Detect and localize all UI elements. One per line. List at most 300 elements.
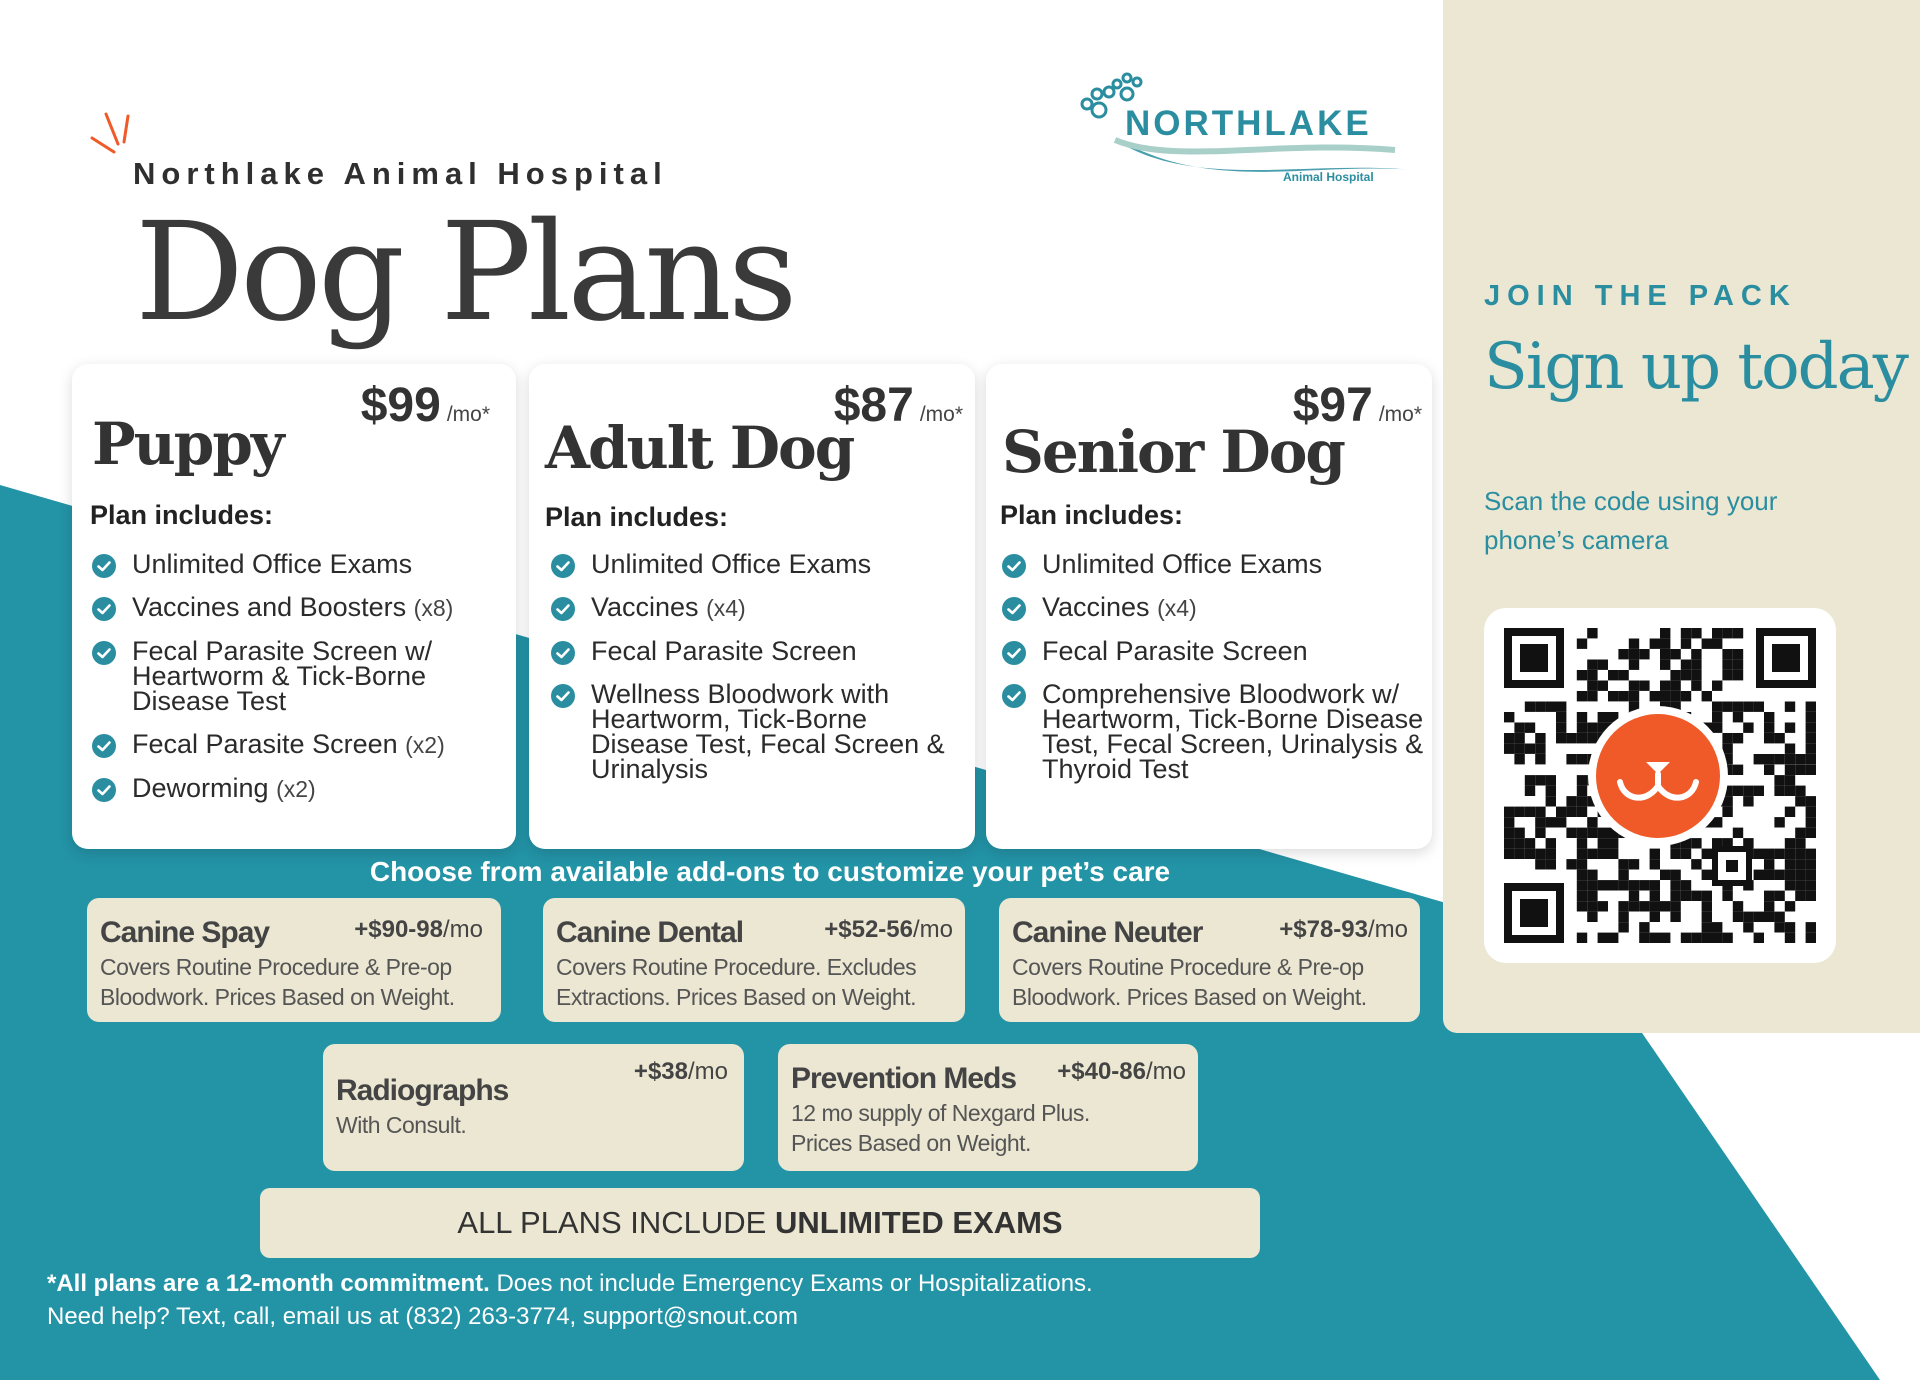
qr-module	[1785, 786, 1795, 796]
qr-module	[1546, 796, 1556, 806]
qr-module	[1764, 712, 1774, 722]
qr-module	[1514, 849, 1524, 859]
qr-module	[1587, 901, 1597, 911]
plan-card-senior-dog	[986, 364, 1432, 849]
qr-module	[1608, 880, 1618, 890]
addon-canine-spay	[87, 898, 501, 1022]
qr-module	[1577, 691, 1587, 701]
feature-item	[92, 636, 502, 716]
qr-module	[1691, 649, 1701, 659]
qr-module	[1806, 859, 1816, 869]
qr-module	[1754, 702, 1764, 712]
qr-module	[1733, 828, 1743, 838]
qr-module	[1806, 744, 1816, 754]
qr-module	[1754, 912, 1764, 922]
qr-module	[1629, 649, 1639, 659]
qr-module	[1806, 891, 1816, 901]
qr-module	[1577, 870, 1587, 880]
qr-module	[1681, 691, 1691, 701]
qr-module	[1702, 922, 1712, 932]
qr-module	[1514, 828, 1524, 838]
plan-includes-label: Plan includes:	[1000, 500, 1184, 530]
check-circle-icon	[551, 641, 575, 665]
qr-module	[1722, 628, 1732, 638]
qr-module	[1712, 933, 1722, 943]
addon-name: Radiographs	[336, 1074, 509, 1107]
qr-module	[1691, 838, 1701, 848]
qr-module	[1774, 754, 1784, 764]
qr-module	[1577, 828, 1587, 838]
check-circle-icon	[92, 597, 116, 621]
qr-module	[1660, 901, 1670, 911]
qr-module	[1629, 660, 1639, 670]
feature-text: Fecal Parasite Screen	[1042, 636, 1308, 666]
check-circle-icon	[92, 554, 116, 578]
qr-module	[1670, 912, 1680, 922]
qr-module	[1670, 681, 1680, 691]
qr-module	[1712, 922, 1722, 932]
qr-module	[1743, 786, 1753, 796]
qr-module	[1670, 891, 1680, 901]
feature-text: Unlimited Office Exams	[591, 549, 872, 579]
qr-module	[1712, 702, 1722, 712]
qr-module	[1785, 838, 1795, 848]
qr-module	[1785, 922, 1795, 932]
qr-module	[1577, 933, 1587, 943]
qr-module	[1650, 691, 1660, 701]
qr-module	[1702, 639, 1712, 649]
feature-item	[551, 636, 969, 666]
qr-module	[1618, 870, 1628, 880]
qr-module	[1587, 670, 1597, 680]
addon-name: Canine Spay	[100, 916, 270, 949]
addon-price	[1057, 1058, 1186, 1086]
qr-module	[1774, 849, 1784, 859]
qr-module	[1566, 859, 1576, 869]
qr-module	[1587, 849, 1597, 859]
qr-module	[1650, 891, 1660, 901]
qr-module	[1587, 691, 1597, 701]
qr-module	[1722, 744, 1732, 754]
qr-module	[1795, 870, 1805, 880]
qr-module	[1712, 681, 1722, 691]
qr-module	[1764, 870, 1774, 880]
qr-module	[1618, 880, 1628, 890]
qr-module	[1629, 691, 1639, 701]
qr-module	[1639, 880, 1649, 890]
qr-module	[1733, 912, 1743, 922]
qr-module	[1546, 702, 1556, 712]
addon-description	[336, 1110, 466, 1140]
qr-module	[1535, 702, 1545, 712]
qr-code-card[interactable]	[1484, 608, 1836, 963]
qr-module	[1681, 628, 1691, 638]
plan-price-unit: /mo*	[919, 403, 963, 426]
qr-module	[1650, 859, 1660, 869]
qr-module	[1566, 807, 1576, 817]
plan-includes-label: Plan includes:	[545, 502, 729, 532]
qr-module	[1535, 807, 1545, 817]
qr-module	[1535, 775, 1545, 785]
qr-module	[1650, 880, 1660, 890]
feature-text: Fecal Parasite Screen	[591, 636, 857, 666]
qr-module	[1660, 639, 1670, 649]
qr-module	[1722, 649, 1732, 659]
qr-module	[1681, 639, 1691, 649]
plan-name: Senior Dog	[1002, 418, 1344, 486]
feature-text: Vaccines	[591, 592, 699, 622]
addon-price-unit: /mo	[1367, 916, 1408, 943]
qr-module	[1525, 744, 1535, 754]
feature-text: Wellness Bloodwork with Heartworm, Tick-Borne Disease Test, Fecal Screen & Urinalysis	[591, 679, 945, 784]
qr-module	[1660, 660, 1670, 670]
qr-module	[1587, 880, 1597, 890]
qr-module	[1514, 744, 1524, 754]
qr-module	[1525, 838, 1535, 848]
qr-module	[1660, 628, 1670, 638]
qr-module	[1733, 765, 1743, 775]
qr-module	[1764, 849, 1774, 859]
qr-module	[1608, 933, 1618, 943]
qr-module	[1577, 838, 1587, 848]
qr-module	[1577, 712, 1587, 722]
addon-desc-line: Prices Based on Weight.	[791, 1130, 1031, 1156]
qr-module	[1722, 733, 1732, 743]
page-title: Dog Plans	[135, 194, 794, 352]
qr-module	[1514, 723, 1524, 733]
qr-module	[1577, 754, 1587, 764]
qr-module	[1650, 901, 1660, 911]
qr-module	[1806, 849, 1816, 859]
qr-module	[1681, 891, 1691, 901]
qr-module	[1618, 912, 1628, 922]
feature-text: Vaccines and Boosters	[132, 592, 407, 622]
qr-code[interactable]	[1504, 628, 1816, 943]
qr-module	[1629, 859, 1639, 869]
qr-module	[1670, 880, 1680, 890]
qr-module	[1681, 933, 1691, 943]
addon-desc-line: Covers Routine Procedure & Pre-op	[100, 954, 452, 980]
qr-module	[1795, 859, 1805, 869]
qr-module	[1712, 712, 1722, 722]
qr-module	[1806, 870, 1816, 880]
addon-desc-line: 12 mo supply of Nexgard Plus.	[791, 1100, 1090, 1126]
qr-module	[1691, 660, 1701, 670]
qr-module	[1535, 744, 1545, 754]
qr-module	[1806, 765, 1816, 775]
addon-price-amount: +$90-98	[354, 916, 443, 943]
qr-module	[1618, 922, 1628, 932]
qr-module	[1639, 922, 1649, 932]
qr-module	[1670, 870, 1680, 880]
feature-text: Unlimited Office Exams	[1042, 549, 1323, 579]
qr-module	[1712, 628, 1722, 638]
qr-module	[1681, 670, 1691, 680]
qr-module	[1795, 828, 1805, 838]
qr-module	[1691, 628, 1701, 638]
qr-module	[1650, 933, 1660, 943]
qr-module	[1722, 891, 1732, 901]
qr-module	[1504, 807, 1514, 817]
qr-module	[1639, 681, 1649, 691]
qr-module	[1618, 649, 1628, 659]
addon-price	[354, 916, 483, 944]
qr-module	[1733, 702, 1743, 712]
qr-module	[1577, 891, 1587, 901]
qr-module	[1722, 670, 1732, 680]
qr-module	[1712, 723, 1722, 733]
signup-eyebrow: JOIN THE PACK	[1484, 280, 1797, 312]
qr-module	[1691, 859, 1701, 869]
qr-module	[1681, 849, 1691, 859]
qr-module	[1639, 901, 1649, 911]
qr-module	[1577, 733, 1587, 743]
hospital-name: Northlake Animal Hospital	[133, 156, 668, 191]
check-circle-icon	[1002, 554, 1026, 578]
qr-module	[1743, 702, 1753, 712]
qr-module	[1785, 870, 1795, 880]
qr-module	[1577, 901, 1587, 911]
qr-module	[1525, 702, 1535, 712]
qr-module	[1702, 870, 1712, 880]
feature-text: Fecal Parasite Screen w/ Heartworm & Tick-Borne Disease Test	[132, 636, 433, 716]
qr-module	[1743, 723, 1753, 733]
plan-price-amount: $99	[360, 379, 441, 432]
qr-module	[1795, 849, 1805, 859]
qr-module	[1618, 670, 1628, 680]
qr-module	[1598, 880, 1608, 890]
qr-module	[1795, 838, 1805, 848]
qr-module	[1608, 691, 1618, 701]
qr-module	[1806, 828, 1816, 838]
plan-price-amount: $87	[833, 379, 914, 432]
qr-module	[1535, 849, 1545, 859]
qr-module	[1806, 702, 1816, 712]
qr-module	[1670, 849, 1680, 859]
qr-module	[1691, 681, 1701, 691]
qr-module	[1722, 807, 1732, 817]
qr-module	[1764, 754, 1774, 764]
qr-module	[1785, 765, 1795, 775]
qr-module	[1795, 891, 1805, 901]
qr-module	[1546, 817, 1556, 827]
feature-text: Fecal Parasite Screen	[132, 729, 398, 759]
qr-module	[1660, 691, 1670, 701]
signup-heading: Sign up today	[1484, 330, 1907, 404]
plan-card-adult-dog	[529, 364, 975, 849]
qr-module	[1629, 681, 1639, 691]
qr-module	[1598, 681, 1608, 691]
qr-module	[1764, 891, 1774, 901]
qr-module	[1556, 807, 1566, 817]
qr-module	[1764, 733, 1774, 743]
qr-module	[1785, 933, 1795, 943]
qr-module	[1795, 796, 1805, 806]
qr-module	[1774, 912, 1784, 922]
feature-text: Unlimited Office Exams	[132, 549, 413, 579]
qr-module	[1670, 691, 1680, 701]
plan-name: Adult Dog	[545, 414, 854, 482]
addon-name: Canine Neuter	[1012, 916, 1203, 949]
qr-module	[1514, 838, 1524, 848]
qr-module	[1795, 880, 1805, 890]
qr-module	[1712, 817, 1722, 827]
qr-module	[1566, 733, 1576, 743]
qr-module	[1702, 912, 1712, 922]
qr-module	[1702, 933, 1712, 943]
qr-module	[1577, 796, 1587, 806]
addon-description	[1012, 952, 1367, 1012]
qr-module	[1764, 901, 1774, 911]
qr-module	[1587, 817, 1597, 827]
qr-module	[1535, 817, 1545, 827]
qr-module	[1722, 933, 1732, 943]
qr-module	[1504, 828, 1514, 838]
qr-module	[1660, 870, 1670, 880]
feature-item	[92, 729, 502, 759]
qr-module	[1566, 828, 1576, 838]
qr-module	[1577, 880, 1587, 890]
qr-module	[1650, 912, 1660, 922]
qr-module	[1702, 891, 1712, 901]
feature-item	[551, 549, 969, 579]
qr-module	[1670, 670, 1680, 680]
qr-module	[1546, 859, 1556, 869]
qr-module	[1546, 786, 1556, 796]
feature-item	[92, 773, 502, 803]
qr-module	[1629, 639, 1639, 649]
scan-instructions: Scan the code using your phone’s camera	[1484, 486, 1778, 555]
addon-price-amount: +$40-86	[1057, 1058, 1146, 1085]
qr-module	[1608, 849, 1618, 859]
qr-module	[1806, 733, 1816, 743]
check-circle-icon	[1002, 684, 1026, 708]
qr-module	[1754, 870, 1764, 880]
qr-module	[1650, 639, 1660, 649]
qr-module	[1764, 912, 1774, 922]
qr-module	[1618, 859, 1628, 869]
qr-module	[1618, 691, 1628, 701]
qr-module	[1670, 901, 1680, 911]
addon-price	[634, 1058, 728, 1086]
qr-module	[1785, 775, 1795, 785]
qr-module	[1525, 775, 1535, 785]
qr-module	[1806, 880, 1816, 890]
qr-module	[1733, 628, 1743, 638]
qr-module	[1546, 838, 1556, 848]
addon-name: Prevention Meds	[791, 1062, 1017, 1095]
qr-module	[1598, 838, 1608, 848]
addon-price	[824, 916, 953, 944]
qr-module	[1774, 786, 1784, 796]
qr-module	[1702, 849, 1712, 859]
qr-module	[1577, 849, 1587, 859]
qr-module	[1681, 880, 1691, 890]
qr-module	[1598, 849, 1608, 859]
addon-radiographs	[323, 1044, 744, 1171]
logo-subtitle: Animal Hospital	[1283, 170, 1374, 184]
logo-wordmark: NORTHLAKE	[1125, 104, 1372, 143]
qr-module	[1785, 859, 1795, 869]
qr-module	[1722, 660, 1732, 670]
qr-module	[1504, 744, 1514, 754]
qr-module	[1504, 712, 1514, 722]
qr-module	[1525, 849, 1535, 859]
addon-description	[100, 952, 455, 1012]
qr-module	[1806, 807, 1816, 817]
qr-module	[1535, 859, 1545, 869]
check-circle-icon	[92, 778, 116, 802]
qr-module	[1608, 838, 1618, 848]
addon-canine-neuter	[999, 898, 1420, 1022]
qr-module	[1774, 775, 1784, 785]
qr-module	[1566, 754, 1576, 764]
qr-module	[1774, 870, 1784, 880]
contact-info: Need help? Text, call, email us at (832) 263-3774, support@snout.com	[47, 1303, 799, 1330]
feature-item	[1002, 636, 1430, 666]
qr-module	[1598, 712, 1608, 722]
addon-desc-line: Bloodwork. Prices Based on Weight.	[100, 984, 455, 1010]
qr-module	[1806, 933, 1816, 943]
qr-module	[1764, 859, 1774, 869]
qr-module	[1504, 733, 1514, 743]
qr-module	[1785, 744, 1795, 754]
qr-module	[1691, 933, 1701, 943]
addon-desc-line: Extractions. Prices Based on Weight.	[556, 984, 916, 1010]
qr-module	[1629, 901, 1639, 911]
feature-text: Deworming	[132, 773, 269, 803]
qr-module	[1577, 639, 1587, 649]
addon-price	[1279, 916, 1408, 944]
qr-module	[1754, 933, 1764, 943]
addon-desc-line: Covers Routine Procedure & Pre-op	[1012, 954, 1364, 980]
addon-canine-dental	[543, 898, 965, 1022]
feature-list	[1002, 549, 1430, 800]
qr-module	[1774, 733, 1784, 743]
qr-module	[1629, 891, 1639, 901]
feature-text: Comprehensive Bloodwork w/ Heartworm, Tick-Borne Disease Test, Fecal Screen, Urinalysis & Thyroid Test	[1042, 679, 1424, 784]
qr-module	[1806, 723, 1816, 733]
qr-module	[1806, 796, 1816, 806]
qr-module	[1733, 901, 1743, 911]
dog-face-icon	[1596, 714, 1720, 838]
check-circle-icon	[92, 641, 116, 665]
qr-module	[1618, 901, 1628, 911]
qr-module	[1733, 660, 1743, 670]
qr-module	[1712, 639, 1722, 649]
qr-module	[1691, 670, 1701, 680]
qr-module	[1598, 828, 1608, 838]
qr-module	[1743, 922, 1753, 932]
addons-title: Choose from available add-ons to customize your pet’s care	[369, 856, 1171, 887]
qr-module	[1556, 723, 1566, 733]
addon-desc-line: Covers Routine Procedure. Excludes	[556, 954, 917, 980]
qr-module	[1722, 702, 1732, 712]
qr-module	[1587, 681, 1597, 691]
qr-module	[1514, 807, 1524, 817]
qr-module	[1598, 901, 1608, 911]
qr-module	[1556, 702, 1566, 712]
qr-module	[1546, 775, 1556, 785]
qr-module	[1577, 807, 1587, 817]
qr-module	[1587, 628, 1597, 638]
qr-module	[1639, 933, 1649, 943]
addon-price-unit: /mo	[912, 916, 953, 943]
feature-qty: (x2)	[276, 776, 316, 802]
qr-module	[1785, 807, 1795, 817]
qr-module	[1774, 817, 1784, 827]
banner-prefix: ALL PLANS INCLUDE	[457, 1205, 775, 1240]
